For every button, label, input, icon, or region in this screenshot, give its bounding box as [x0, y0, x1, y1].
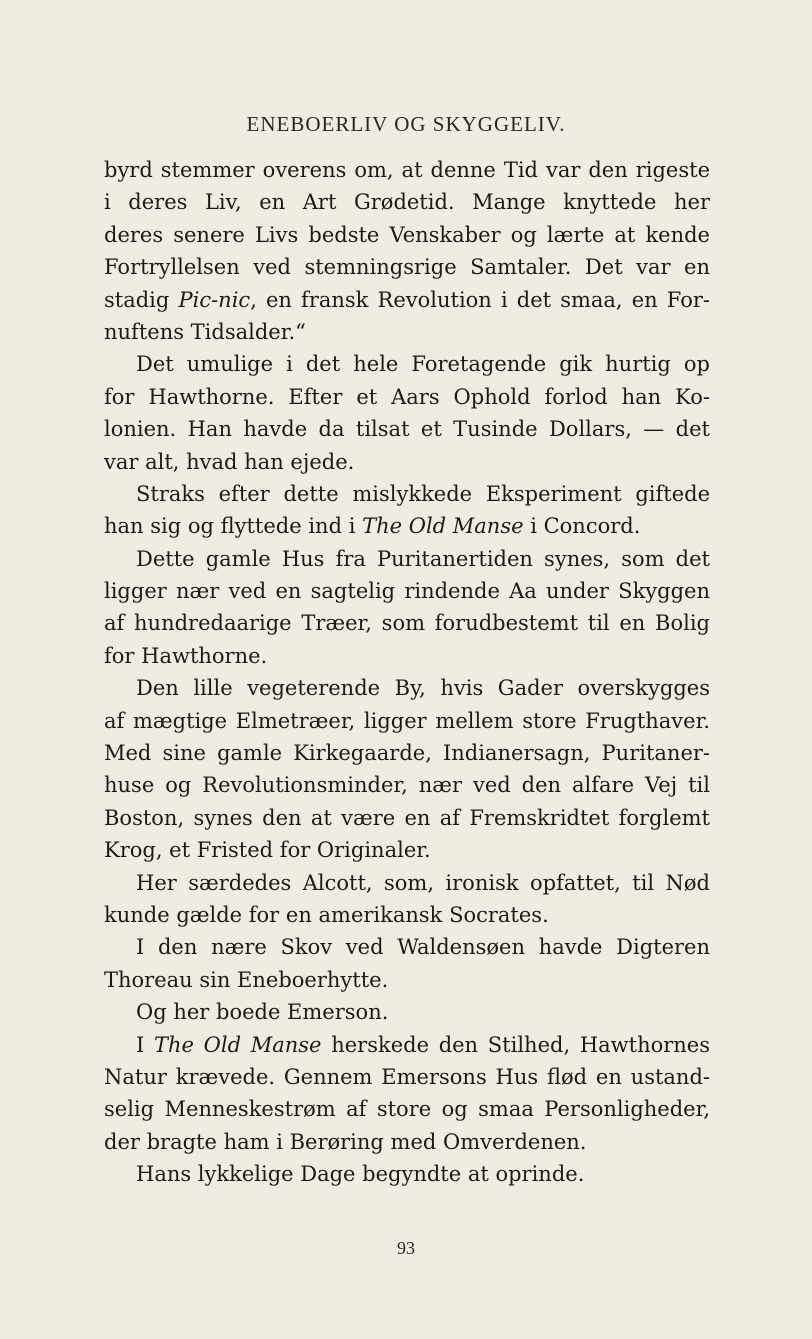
page-number: 93: [397, 1238, 415, 1258]
text-line: Med sine gamle Kirkegaarde, Indianersagn, Puritaner-: [104, 741, 710, 766]
text-line: Fortryllelsen ved stemningsrige Samtaler. Det var en: [104, 255, 710, 280]
text-line: i deres Liv, en Art Grødetid. Mange knyttede her: [104, 190, 710, 215]
text-line: Natur krævede. Gennem Emersons Hus flød en ustand-: [104, 1064, 710, 1089]
italic-term: Pic-nic: [178, 287, 251, 312]
text-line: han sig og flyttede ind i The Old Manse i Concord.: [104, 514, 641, 539]
italic-term: The Old Manse: [154, 1032, 322, 1057]
text-line: deres senere Livs bedste Venskaber og lærte at kende: [104, 222, 710, 247]
text-line: lonien. Han havde da tilsat et Tusinde Dollars, — det: [104, 417, 710, 442]
text-line: Straks efter dette mislykkede Eksperiment giftede: [136, 481, 710, 506]
text-line: der bragte ham i Berøring med Omverdenen.: [104, 1129, 587, 1154]
text-line: Den lille vegeterende By, hvis Gader overskygges: [136, 676, 710, 701]
text-line: nuftens Tidsalder.“: [104, 319, 306, 344]
text-line: kunde gælde for en amerikansk Socrates.: [104, 902, 549, 927]
text-line: var alt, hvad han ejede.: [104, 449, 355, 474]
text-line: for Hawthorne.: [104, 643, 268, 668]
text-line: huse og Revolutionsminder, nær ved den alfare Vej til: [104, 773, 710, 798]
text-line: ligger nær ved en sagtelig rindende Aa under Skyggen: [104, 579, 710, 604]
text-line: byrd stemmer overens om, at denne Tid var den rigeste: [104, 158, 710, 182]
text-line: stadig Pic-nic, en fransk Revolution i det smaa, en For-: [104, 287, 710, 312]
text-line: selig Menneskestrøm af store og smaa Personligheder,: [104, 1097, 710, 1122]
text-line: Boston, synes den at være en af Fremskridtet forglemt: [104, 805, 710, 830]
body-text: [104, 154, 710, 1191]
text-line: Krog, et Fristed for Originaler.: [104, 838, 431, 863]
italic-term: The Old Manse: [362, 514, 524, 539]
text-line: af hundredaarige Træer, som forudbestemt til en Bolig: [104, 611, 710, 636]
text-line: Dette gamle Hus fra Puritanertiden synes, som det: [136, 546, 710, 571]
text-line: Thoreau sin Eneboerhytte.: [104, 967, 389, 992]
text-line: Det umulige i det hele Foretagende gik hurtig op: [136, 352, 710, 377]
text-line: I The Old Manse herskede den Stilhed, Hawthornes: [136, 1032, 710, 1057]
text-line: I den nære Skov ved Waldensøen havde Digteren: [136, 935, 710, 960]
text-line: af mægtige Elmetræer, ligger mellem store Frugthaver.: [104, 708, 710, 733]
text-line: for Hawthorne. Efter et Aars Ophold forlod han Ko-: [104, 384, 710, 409]
text-line: Her særdedes Alcott, som, ironisk opfattet, til Nød: [136, 870, 710, 895]
text-line: Og her boede Emerson.: [136, 1000, 389, 1025]
text-line: Hans lykkelige Dage begyndte at oprinde.: [136, 1162, 585, 1187]
running-head: ENEBOERLIV OG SKYGGELIV.: [246, 112, 566, 136]
